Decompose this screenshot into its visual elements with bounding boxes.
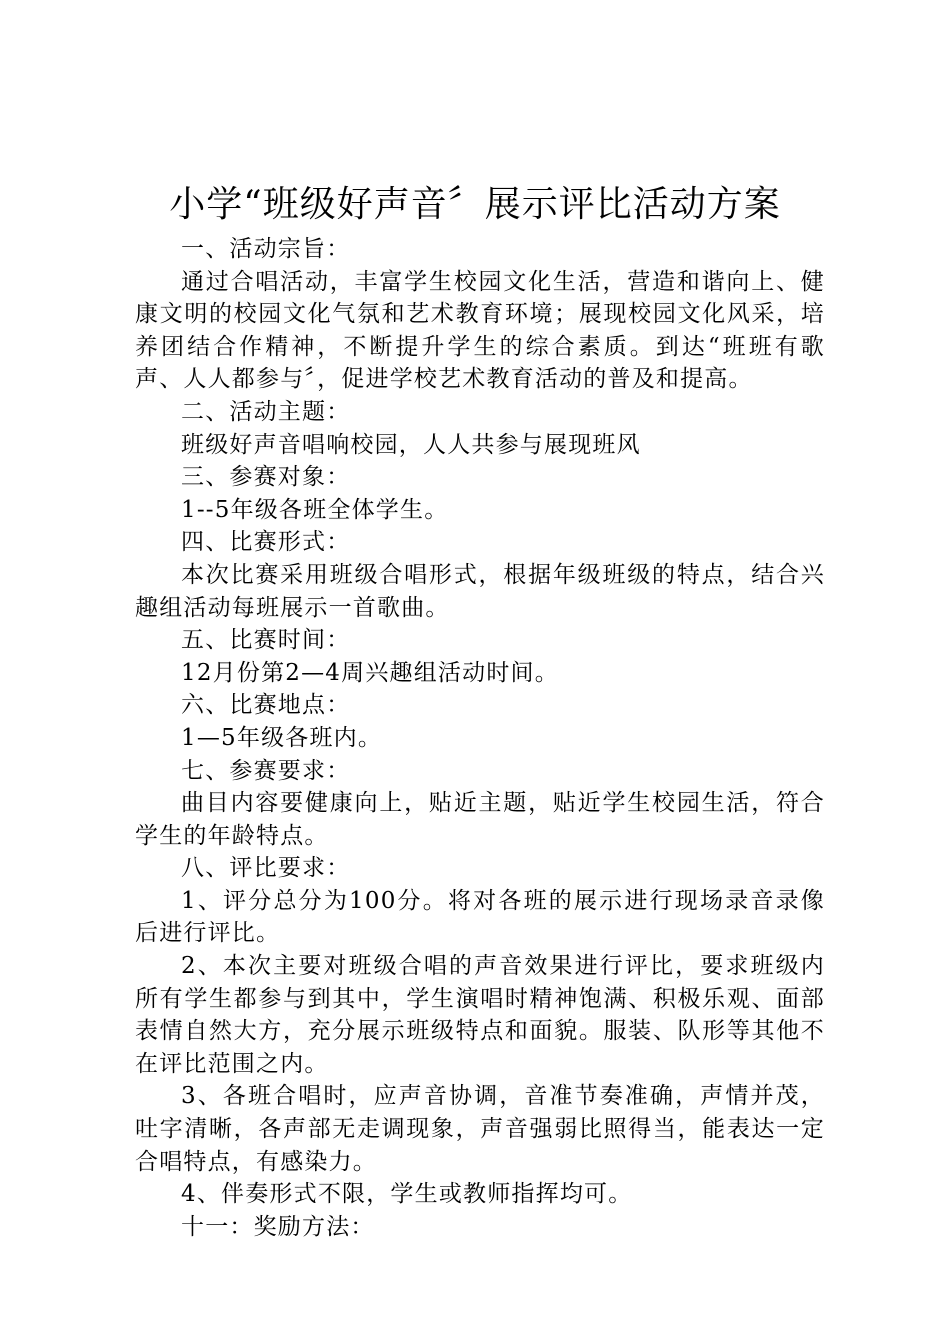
paragraph-format: 本次比赛采用班级合唱形式，根据年级班级的特点，结合兴趣组活动每班展示一首歌曲。 [135, 561, 825, 621]
paragraph-evaluation-3: 3、各班合唱时，应声音协调，音准节奏准确，声情并茂，吐字清晰，各声部无走调现象，声音强弱比照得当，能表达一定合唱特点，有感染力。 [135, 1083, 825, 1175]
section-heading-requirements: 七、参赛要求： [181, 757, 351, 784]
section-heading-participants: 三、参赛对象： [181, 464, 351, 491]
paragraph-purpose: 通过合唱活动，丰富学生校园文化生活，营造和谐向上、健康文明的校园文化气氛和艺术教育环境；展现校园文化风采，培养团结合作精神，不断提升学生的综合素质。到达“班班有歌声、人人都参与〞，促进学校艺术教育活动的普及和提高。 [135, 268, 825, 393]
paragraph-evaluation-1: 1、评分总分为100分。将对各班的展示进行现场录音录像后进行评比。 [135, 887, 825, 947]
paragraph-requirements: 曲目内容要健康向上，贴近主题，贴近学生校园生活，符合学生的年龄特点。 [135, 790, 825, 849]
paragraph-evaluation-4: 4、伴奏形式不限，学生或教师指挥均可。 [181, 1181, 633, 1208]
section-heading-location: 六、比赛地点： [181, 692, 351, 719]
section-heading-time: 五、比赛时间： [181, 627, 351, 654]
section-heading-format: 四、比赛形式： [181, 529, 351, 556]
section-heading-evaluation: 八、评比要求： [181, 855, 351, 882]
document-body [135, 233, 825, 1243]
section-heading-rewards: 十一：奖励方法： [181, 1213, 375, 1240]
document-title: 小学“班级好声音〞展示评比活动方案 [169, 184, 781, 225]
paragraph-time: 12月份第2—4周兴趣组活动时间。 [181, 659, 559, 686]
section-heading-purpose: 一、活动宗旨： [181, 236, 351, 262]
paragraph-evaluation-2: 2、本次主要对班级合唱的声音效果进行评比，要求班级内所有学生都参与到其中，学生演唱时精神饱满、积极乐观、面部表情自然大方，充分展示班级特点和面貌。服装、队形等其他不在评比范围之内。 [135, 953, 825, 1077]
paragraph-theme: 班级好声音唱响校园，人人共参与展现班风 [181, 431, 641, 458]
paragraph-participants: 1--5年级各班全体学生。 [181, 496, 449, 523]
paragraph-location: 1—5年级各班内。 [181, 724, 383, 751]
section-heading-theme: 二、活动主题： [181, 398, 351, 425]
